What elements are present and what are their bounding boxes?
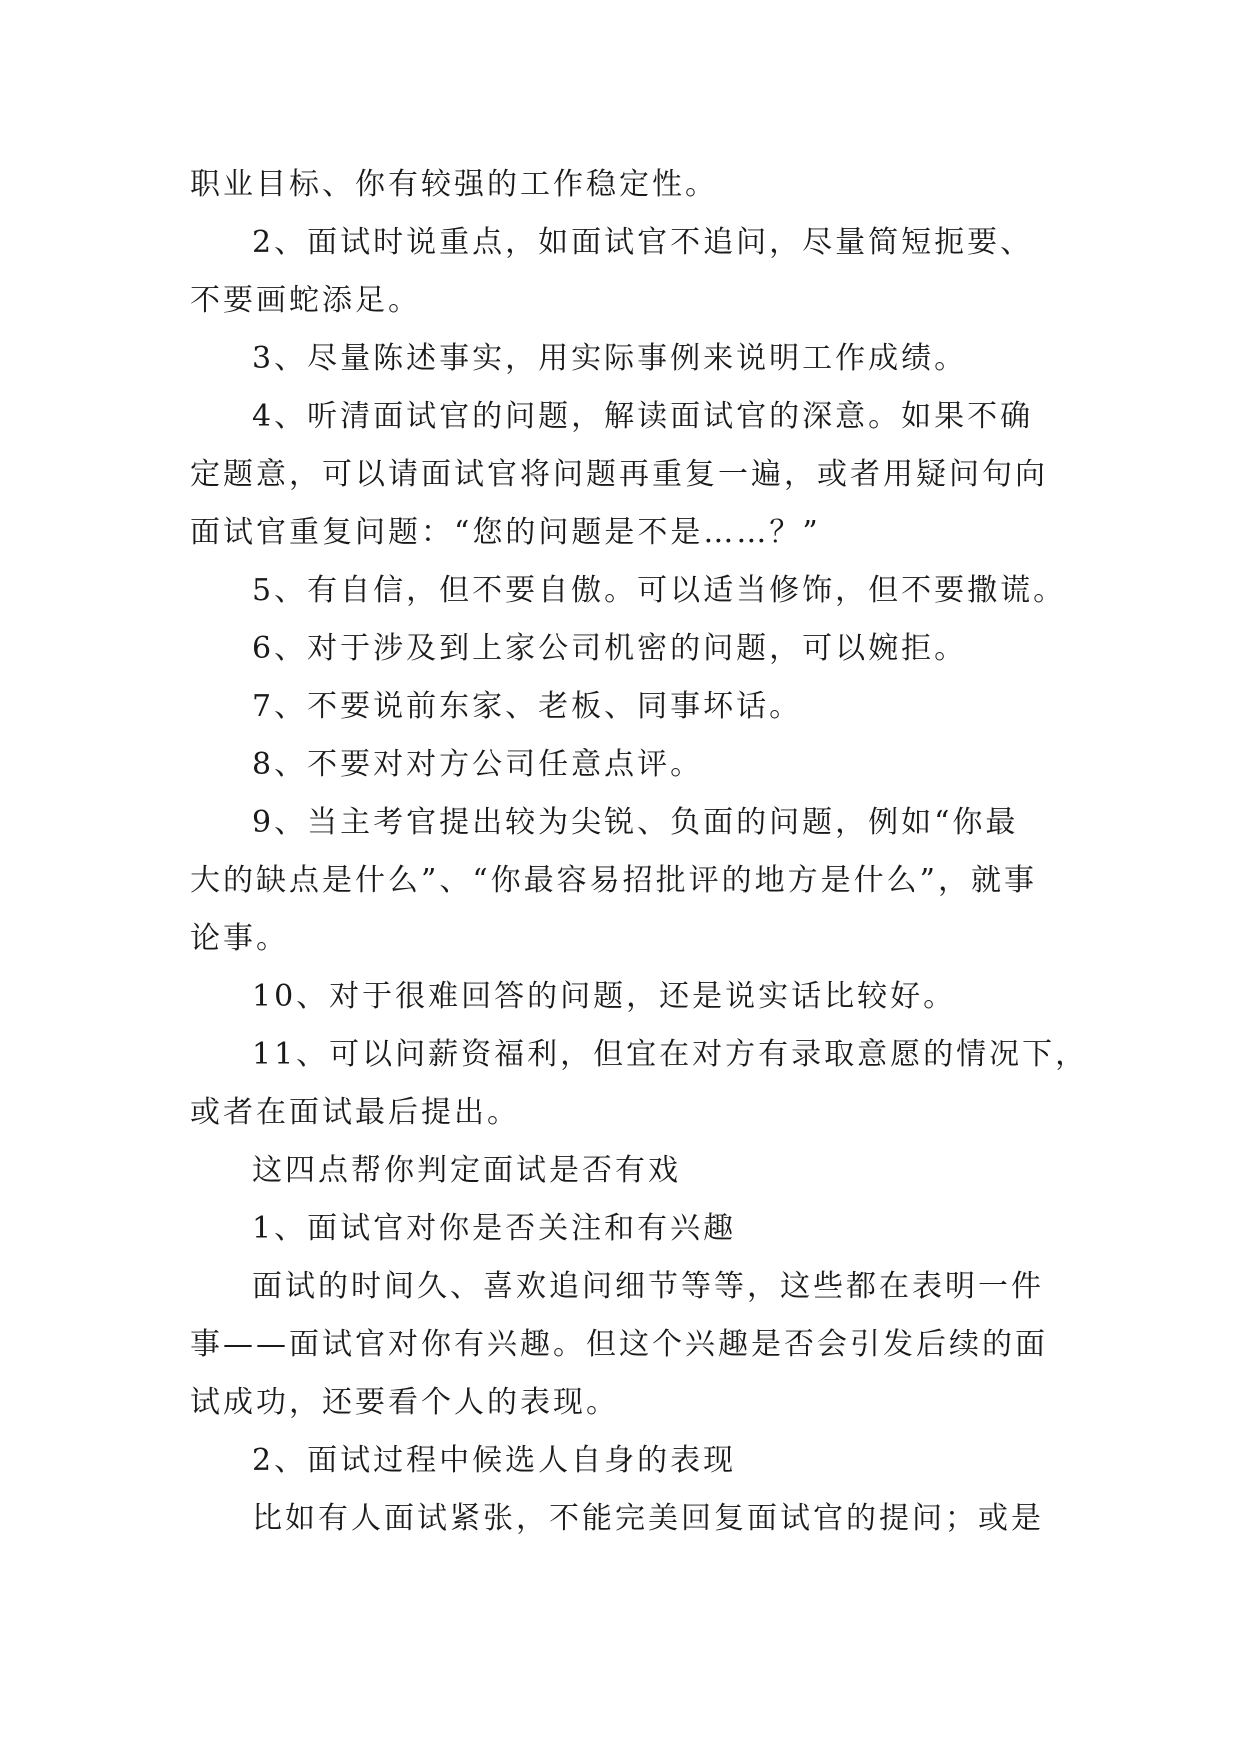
document-body — [190, 156, 1089, 1548]
text-line: 2、面试过程中候选人自身的表现 — [252, 1443, 737, 1478]
text-line: 这四点帮你判定面试是否有戏 — [252, 1153, 681, 1188]
text-line: 试成功，还要看个人的表现。 — [190, 1385, 619, 1420]
text-line: 11、可以问薪资福利，但宜在对方有录取意愿的情况下， — [252, 1037, 1089, 1072]
text-line: 大的缺点是什么”、“你最容易招批评的地方是什么”，就事 — [190, 863, 1038, 898]
text-line: 不要画蛇添足。 — [190, 283, 421, 318]
text-line: 8、不要对对方公司任意点评。 — [252, 747, 704, 782]
text-line: 6、对于涉及到上家公司机密的问题，可以婉拒。 — [252, 631, 968, 666]
text-line: 4、听清面试官的问题，解读面试官的深意。如果不确 — [252, 399, 1034, 434]
text-line: 3、尽量陈述事实，用实际事例来说明工作成绩。 — [252, 341, 968, 376]
text-line: 论事。 — [190, 921, 289, 956]
text-line: 职业目标、你有较强的工作稳定性。 — [190, 167, 718, 202]
text-line: 7、不要说前东家、老板、同事坏话。 — [252, 689, 803, 724]
text-line: 1、面试官对你是否关注和有兴趣 — [252, 1211, 737, 1246]
text-line: 2、面试时说重点，如面试官不追问，尽量简短扼要、 — [252, 225, 1034, 260]
text-line: 面试的时间久、喜欢追问细节等等，这些都在表明一件 — [252, 1269, 1044, 1304]
text-line: 面试官重复问题：“您的问题是不是……？” — [190, 515, 821, 550]
text-line: 5、有自信，但不要自傲。可以适当修饰，但不要撒谎。 — [252, 573, 1067, 608]
text-line: 或者在面试最后提出。 — [190, 1095, 520, 1130]
text-line: 定题意，可以请面试官将问题再重复一遍，或者用疑问句向 — [190, 457, 1048, 492]
text-line: 比如有人面试紧张，不能完美回复面试官的提问；或是 — [252, 1501, 1044, 1536]
text-line: 事——面试官对你有兴趣。但这个兴趣是否会引发后续的面 — [190, 1327, 1048, 1362]
text-line: 9、当主考官提出较为尖锐、负面的问题，例如“你最 — [252, 805, 1019, 840]
text-line: 10、对于很难回答的问题，还是说实话比较好。 — [252, 979, 957, 1014]
